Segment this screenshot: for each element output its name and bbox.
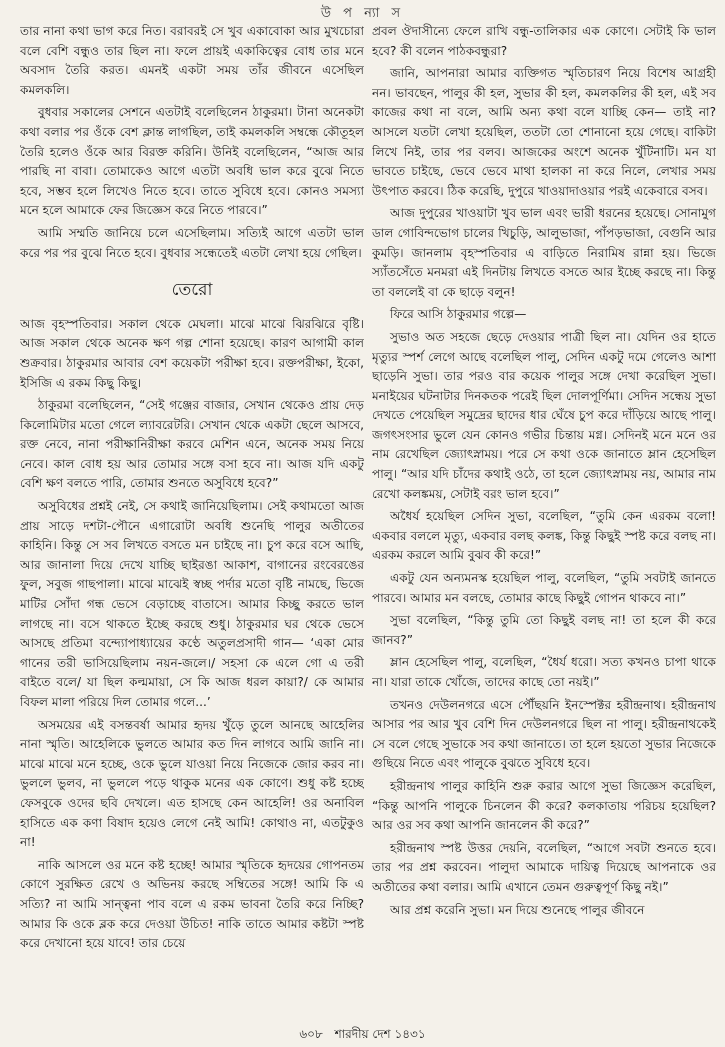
- paragraph: আমি সম্মতি জানিয়ে চলে এসেছিলাম। সত্যিই আগে এতটা ভাল করে পর পর বুঝে নিতে হবে। বুধবার সন্ধেতেই এতটা লেখা হয়ে গেছিল।: [20, 225, 364, 260]
- paragraph: আর প্রশ্ন করেনি সুভা। মন দিয়ে শুনেছে পালুর জীবনে: [390, 902, 645, 917]
- paragraph: একটু যেন অন্যমনস্ক হয়েছিল পালু, বলেছিল, “তুমি সবটাই জানতে পারবে। আমার মন বলছে, তোমার কাছে কিছুই গোপন থাকবে না।”: [372, 571, 716, 605]
- paragraph: সুভা বলেছিল, “কিন্তু তুমি তো কিছুই বলছ না! তা হলে কী করে জানব?”: [372, 613, 716, 647]
- paragraph: বুধবার সকালের সেশনে এতটাই বলেছিলেন ঠাকুরমা। টানা অনেকটা কথা বলার পর ওঁকে বেশ ক্লান্ত লাগছিল, তাই কমলকলি সম্বন্ধে কৌতূহল তৈরি হলেও ওঁকে আর বিরক্ত করিনি। উনিই বলেছিলেন, “আজ আর পারছি না বাবা। তোমাকেও আগে এতটা অবধি ভাল করে বুঝে নিতে হবে, সম্ভব হলে লিখেও নিতে হবে। তাতে সুবিধে হবে। কোনও সমস্যা মনে হলে আমাকে ফের জিজ্ঞেস করে নিতে পারবে।”: [20, 105, 364, 218]
- paragraph: তার নানা কথা ভাগ করে নিত। বরাবরই সে খুব একাবোকা আর মুখচোরা বলে বেশি বন্ধুও তার ছিল না। ফলে প্রায়ই একাকিত্বের বোধ তার মনে অবসাদ তৈরি করত। এমনই একটা সময় তাঁর জীবনে এসেছিল কমলকলি।: [20, 24, 364, 97]
- paragraph: তখনও দেউলনগরে এসে পৌঁছয়নি ইনস্পেক্টর হরীন্দ্রনাথ। হরীন্দ্রনাথ আসার পর আর খুব বেশি দিন দেউলনগরে ছিল না পালু। হরীন্দ্রনাথকেই সে বলে গেছে সুভাকে সব কথা জানাতে। তা হলে হয়তো সুভার নিজেকে গুছিয়ে নিতে এবং পালুকে বুঝতে সুবিধে হবে।: [372, 697, 716, 771]
- paragraph: হরীন্দ্রনাথ স্পষ্ট উত্তর দেয়নি, বলেছিল, “আগে সবটা শুনতে হবে। তার পর প্রশ্ন করবেন। পালুদা আমাকে দায়িত্ব দিয়েছে আপনাকে ওর অতীতের কথা বলার। আমি এখানে তেমন গুরুত্বপূর্ণ কিছু নই।”: [372, 840, 716, 894]
- paragraph: অধৈর্য হয়েছিল সেদিন সুভা, বলেছিল, “তুমি কেন এরকম বলো! একবার বললে মৃত্যু, একবার বলছ কলঙ্ক, কিন্তু কিছুই স্পষ্ট করে বলছ না। এরকম করলে আমি বুঝব কী করে!”: [372, 509, 716, 563]
- page-number: ৬০৮: [299, 1027, 323, 1041]
- paragraph: অসুবিধের প্রশ্নই নেই, সে কথাই জানিয়েছিলাম। সেই কথামতো আজ প্রায় সাড়ে দশটা-পৌনে এগারোটা অবধি শুনেছি পালুর অতীতের কাহিনি। কিন্তু সে সব লিখতে বসতে মন চাইছে না। চুপ করে বসে আছি, আর জানালা দিয়ে দেখে যাচ্ছি ছাইরঙা আকাশ, বাগানের রংবেরঙের ফুল, সবুজ গাছপালা। মাঝে মাঝেই স্বচ্ছ পর্দার মতো বৃষ্টি নামছে, ভিজে মাটির সোঁদা গন্ধ ভেসে বেড়াচ্ছে বাতাসে। আমার কিচ্ছু করতে ভাল লাগছে না। বসে থাকতে ইচ্ছে করছে শুধু। ঠাকুরমার ঘর থেকে ভেসে আসছে প্রতিমা বন্দ্যোপাধ্যায়ের কণ্ঠে অতুলপ্রসাদী গান— ‘একা মোর গানের তরী ভাসিয়েছিলাম নয়ন-জলে।/ সহসা কে এলে গো এ তরী বাইতে বলে/ যা ছিল কল্মমায়া, সে কি আজ ধরল কায়া?/ কে আমার বিফল মালা পরিয়ে দিল তোমার গলে...’: [20, 499, 364, 709]
- paragraph: ফিরে আসি ঠাকুরমার গল্পে—: [390, 307, 527, 322]
- paragraph: সুভাও অত সহজে ছেড়ে দেওয়ার পাত্রী ছিল না। যেদিন ওর হাতে মৃত্যুর স্পর্শ লেগে আছে বলেছিল পালু, সেদিন একটু দমে গেলেও আশা ছাড়েনি সুভা। তার পরও বার কয়েক পালুর সঙ্গে দেখা করেছিল সুভা। মনাইয়ের ঘটনাটার দিনকতক পরেই ছিল দোলপূর্ণিমা। সেদিন সন্ধেয় সুভা দেখতে পেয়েছিল সমুদ্রের ছাদের ধার ঘেঁষে চুপ করে দাঁড়িয়ে আছে পালু। জগৎসংসার ভুলে যেন কোনও গভীর চিন্তায় মগ্ন। সেদিনই মনে মনে ওর নাম রেখেছিল জ্যোৎস্নাময়। পরে সে কথা ওকে জানাতে ম্লান হেসেছিল পালু। “আর যদি চাঁদের কথাই ওঠে, তা হলে জ্যোৎস্নাময় নয়, আমার নাম রেখো কলঙ্কময়, সেটাই বরং ভাল হবে।”: [372, 329, 716, 501]
- paragraph: জানি, আপনারা আমার ব্যক্তিগত স্মৃতিচারণ নিয়ে বিশেষ আগ্রহী নন। ভাবছেন, পালুর কী হল, সুভার কী হল, কমলকলির কী হল, এই সব কাজের কথা না বলে, আমি অন্য কথা বলে যাচ্ছি কেন— তাই না? আসলে যতটা লেখা হয়েছিল, ততটা তো শোনানো হয়ে গেছে। বাকিটা লিখে নিই, তার পর বলব। আজকের অংশে অনেক খুঁটিনাটি। মন যা ভাবতে চাইছে, ভেবে ভেবে মাথা হালকা না করে নিলে, লেখার সময় উৎপাত করবে। ঠিক করেছি, দুপুরে খাওয়াদাওয়ার পরই একেবারে বসব।: [372, 66, 716, 198]
- paragraph: প্রবল ঔদাসীন্যে ফেলে রাখি বন্ধু-তালিকার এক কোণে। সেটাই কি ভাল হবে? কী বলেন পাঠকবন্ধুরা?: [372, 24, 716, 58]
- magazine-name: শারদীয় দেশ ১৪৩১: [334, 1027, 426, 1041]
- paragraph: হরীন্দ্রনাথ পালুর কাহিনি শুরু করার আগে সুভা জিজ্ঞেস করেছিল, “কিন্তু আপনি পালুকে চিনলেন কী করে? কলকাতায় পরিচয় হয়েছিল? আর ওর সব কথা আপনি জানলেন কী করে?”: [372, 778, 716, 833]
- paragraph: আজ বৃহস্পতিবার। সকাল থেকে মেঘলা। মাঝে মাঝে ঝিরঝিরে বৃষ্টি। আজ সকাল থেকে অনেক ক্ষণ গল্প শোনা হয়েছে। কারণ আগামী কাল শুক্রবার। ঠাকুরমার আবার বেশ কয়েকটা পরীক্ষা হবে। রক্তপরীক্ষা, ইকো, ইসিজি এ রকম কিছু কিছু।: [20, 316, 364, 390]
- paragraph: আজ দুপুরের খাওয়াটা খুব ভাল এবং ভারী ধরনের হয়েছে। সোনামুগ ডাল গোবিন্দভোগ চালের খিচুড়ি, আলুভাজা, পাঁপড়ভাজা, বেগুনি আর কুমড়ি। জানলাম বৃহস্পতিবার এ বাড়িতে নিরামিষ রান্না হয়। ভিজে স্যাঁতসেঁতে মনমরা এই দিনটায় লিখতে বসতে আর ইচ্ছে করছে না। কিন্তু তা বললেই বা কে ছাড়ে বলুন!: [372, 206, 716, 299]
- section-header: উ প ন্যা স: [320, 6, 405, 21]
- paragraph: ম্লান হেসেছিল পালু, বলেছিল, “ধৈর্য ধরো। সত্য কখনও চাপা থাকে না। যারা তাকে খোঁজে, তাদের কাছে তো নয়ই।”: [372, 655, 716, 689]
- paragraph: ঠাকুরমা বলেছিলেন, “সেই গঞ্জের বাজার, সেখান থেকেও প্রায় দেড় কিলোমিটার মতো গেলে ল্যাবরেটরি। সেখান থেকে একটা ছেলে আসবে, রক্ত নেবে, নানা পরীক্ষানিরীক্ষা করবে মেশিন এনে, অনেক সময় নিয়ে নেবে। কাল বোধ হয় আর তোমার সঙ্গে বসা হবে না। আজ যদি একটু বেশি ক্ষণ বলতে পারি, তোমার শুনতে অসুবিধে হবে?”: [20, 398, 364, 491]
- left-column: [20, 22, 364, 1012]
- page-footer: [0, 1026, 725, 1046]
- paragraph: অসময়ের এই বসন্তবর্ষা আমার হৃদয় খুঁড়ে তুলে আনছে আহেলির নানা স্মৃতি। আহেলিকে ভুলতে আমার কত দিন লাগবে আমি জানি না। মাঝে মাঝে মনে হচ্ছে, ওকে ভুলে যাওয়া নিয়ে নিজেকে জোর করব না। ভুললে ভুলব, না ভুললে পড়ে থাকুক মনের এক কোণে। শুধু কষ্ট হচ্ছে ফেসবুকে ওদের ছবি দেখলে। এত হাসছে কেন আহেলি! ওর অনাবিল হাসিতে এক কণা বিষাদ হয়েও লেগে নেই আমি! কোথাও না, এতটুকুও না!: [20, 717, 364, 850]
- paragraph: নাকি আসলে ওর মনে কষ্ট হচ্ছে! আমার স্মৃতিকে হৃদয়ের গোপনতম কোণে সুরক্ষিত রেখে ও অভিনয় করছে সম্বিতের সঙ্গে! আমি কি এ সত্যি? না আমি সান্ত্বনা পাব বলে এ রকম ভাবনা তৈরি করে নিচ্ছি? আমার কি ওকে ব্লক করে দেওয়া উচিত! নাকি তাতে আমার কষ্টটা স্পষ্ট করে দেখানো হয়ে যাবে! তার চেয়ে: [20, 857, 364, 951]
- right-column: [372, 22, 716, 1012]
- chapter-heading: তেরো: [171, 280, 213, 301]
